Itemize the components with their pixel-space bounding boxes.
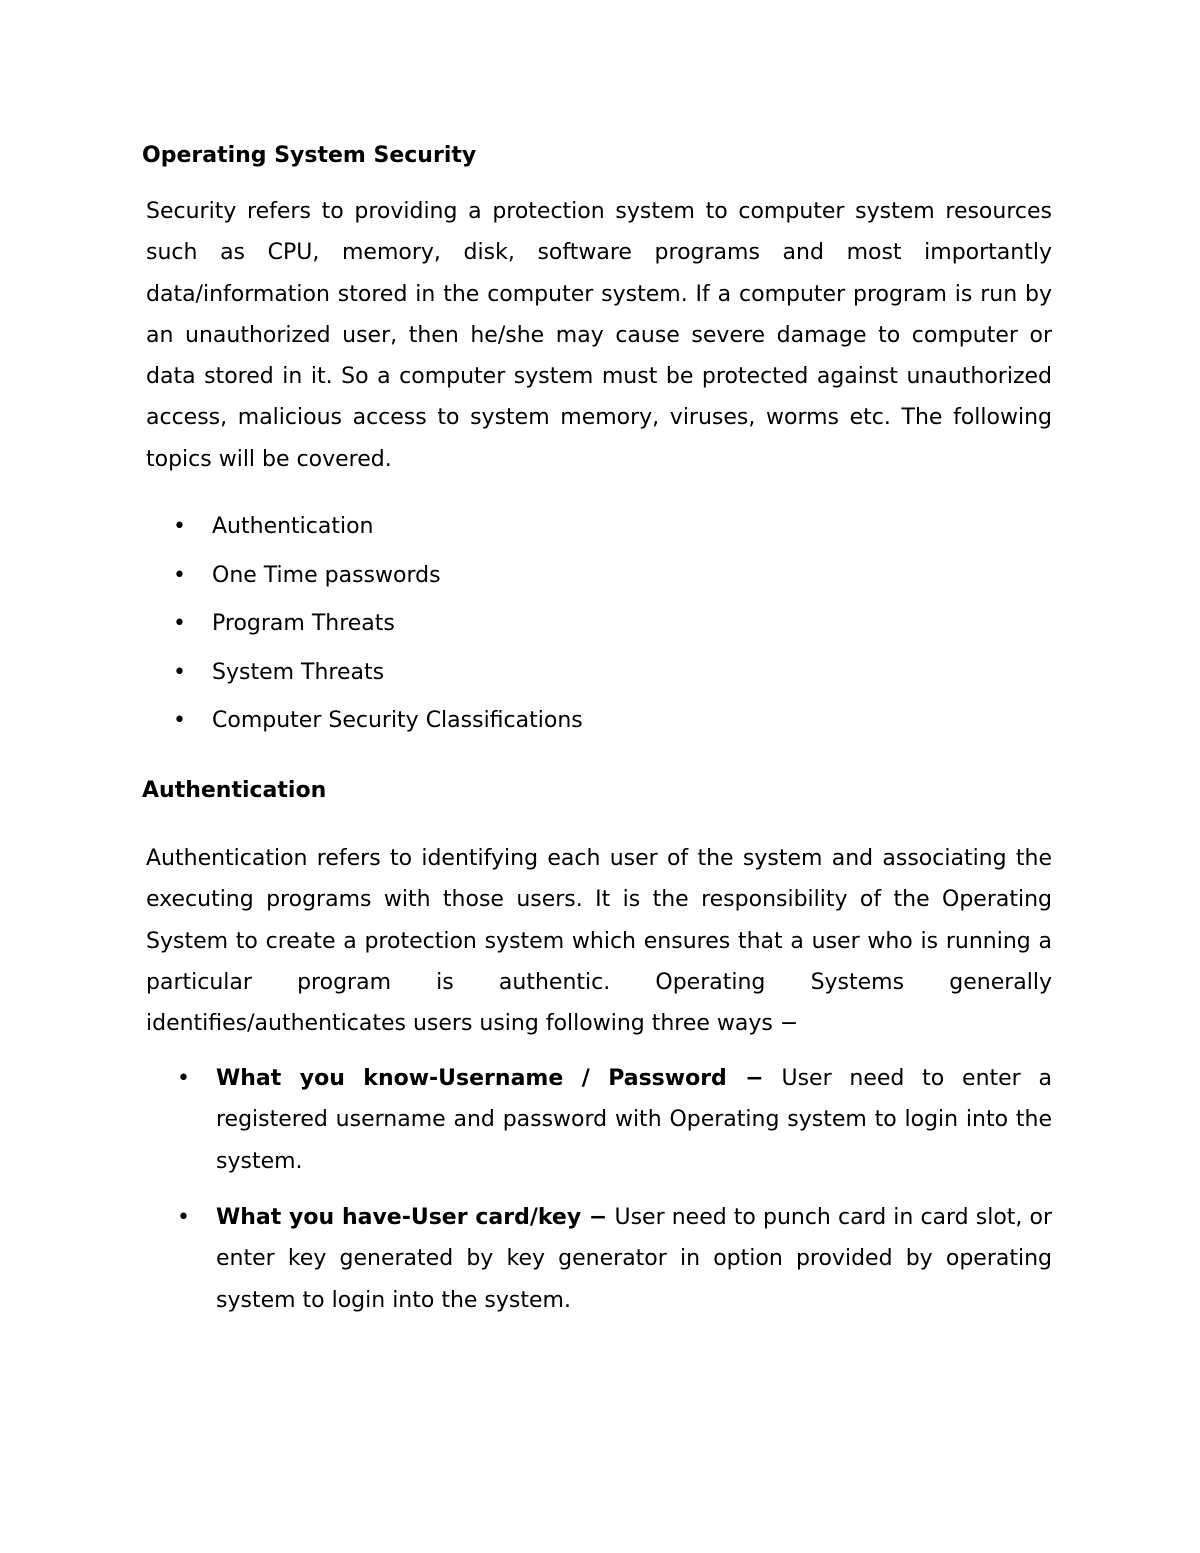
list-item xyxy=(146,1197,1052,1321)
list-item: • Computer Security Classifications xyxy=(146,707,583,756)
list-item: • One Time passwords xyxy=(146,562,583,611)
list-item xyxy=(146,1058,1052,1182)
list-item: • System Threats xyxy=(146,659,583,708)
way-description: User need to punch card in card slot, or enter key generated by key generator in option provided by operating system to login into the system. xyxy=(216,1205,1053,1313)
intro-paragraph: Security refers to providing a protection system to computer system resources such as CPU, memory, disk, software programs and most importantly data/information stored in the computer system. If a computer program is run by an unauthorized user, then he/she may cause severe damage to computer or data stored in it. So a computer system must be protected against unauthorized access, malicious access to system memory, viruses, worms etc. The following topics will be covered. xyxy=(146,199,1052,472)
authentication-ways-list xyxy=(146,1058,1052,1182)
list-item: • Program Threats xyxy=(146,610,583,659)
way-term: What you have-User card/key − xyxy=(216,1205,608,1230)
list-item: • Authentication xyxy=(146,513,583,562)
authentication-ways-list-2 xyxy=(146,1197,1052,1321)
section-heading-authentication: Authentication xyxy=(142,778,327,803)
way-description: User need to enter a registered username and password with Operating system to login into the system. xyxy=(216,1066,1052,1174)
page-title: Operating System Security xyxy=(142,143,477,168)
authentication-paragraph: Authentication refers to identifying each user of the system and associating the executing programs with those users. It is the responsibility of the Operating System to create a protection system which ensures that a user who is running a particular program is authentic. Operating Systems generally identifies/authenticates users using following three ways − xyxy=(146,846,1052,1037)
way-term: What you know-Username / Password − xyxy=(216,1066,764,1091)
topics-list xyxy=(146,513,583,756)
